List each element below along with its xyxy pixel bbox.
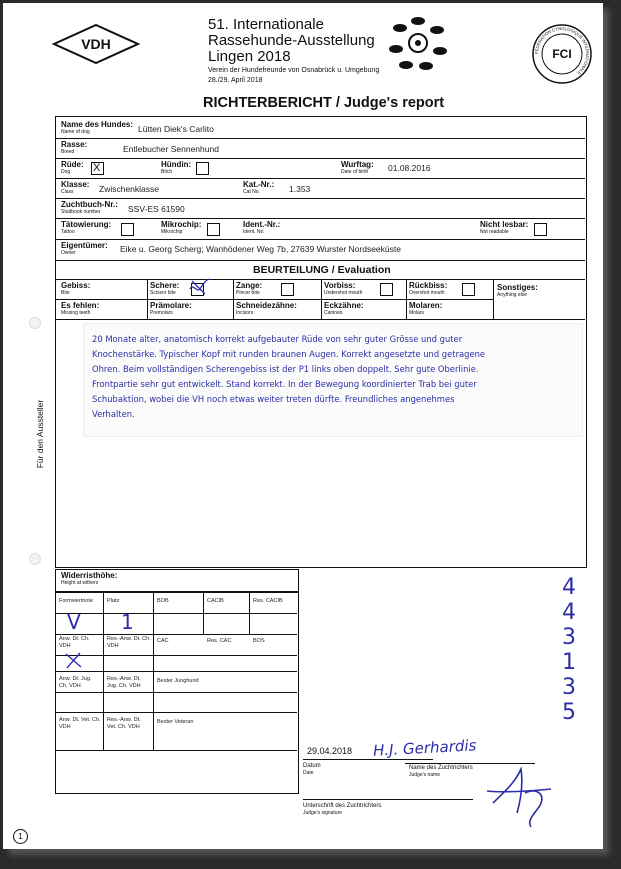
name-value: Lütten Diek's Carlito bbox=[138, 124, 214, 134]
missing-teeth-label: Es fehlen: Missing teeth bbox=[61, 301, 100, 316]
incisors-label: Schneidezähne: Incisors bbox=[236, 301, 297, 316]
cross-mark bbox=[63, 651, 85, 671]
place-value: 1 bbox=[121, 610, 134, 634]
male-checkbox[interactable]: X bbox=[91, 162, 104, 175]
grid-bos-label: BOS bbox=[253, 638, 265, 644]
overshot-label: Rückbiss: Overshot mouth bbox=[409, 281, 448, 296]
page-number: 1 bbox=[13, 829, 28, 844]
not-readable-label: Nicht lesbar: Not readable bbox=[480, 220, 529, 235]
catno-value: 1.353 bbox=[289, 184, 311, 194]
dog-rosette-icon bbox=[388, 13, 448, 73]
report-line-5: Schubaktion, wobei die VH noch etwas weiter treten dürfte. Freundliches angenehmes bbox=[92, 394, 455, 404]
grade-value: V bbox=[67, 610, 81, 634]
scissor-label: Schere: Scissor bite bbox=[150, 281, 180, 296]
height-label: Widerristhöhe: Height at withers bbox=[61, 571, 118, 586]
punch-hole bbox=[29, 317, 41, 329]
scissor-check-mark bbox=[187, 277, 211, 297]
grid-res-cac-label: Res. CAC bbox=[207, 638, 232, 644]
overshot-checkbox[interactable] bbox=[462, 283, 475, 296]
studbook-value: SSV-ES 61590 bbox=[128, 204, 185, 214]
judge-name-label: Name des Zuchtrichters Judge's name bbox=[409, 765, 473, 778]
breed-label: Rasse: Breed bbox=[61, 140, 88, 155]
tattoo-checkbox[interactable] bbox=[121, 223, 134, 236]
female-checkbox[interactable] bbox=[196, 162, 209, 175]
punch-hole bbox=[29, 553, 41, 565]
report-line-4: Frontpartie sehr gut entwickelt. Stand korrekt. In der Bewegung koordinierter Trab bei guter bbox=[92, 379, 477, 389]
grid-cac-label: CAC bbox=[157, 638, 169, 644]
date-label: Datum Date bbox=[303, 763, 321, 776]
undershot-checkbox[interactable] bbox=[380, 283, 393, 296]
owner-label: Eigentümer: Owner bbox=[61, 241, 108, 256]
grid-res-cacib-label: Res. CACIB bbox=[253, 598, 283, 604]
molars-label: Molaren: Molars bbox=[409, 301, 443, 316]
female-label: Hündin: Bitch bbox=[161, 160, 192, 175]
results-grid bbox=[55, 592, 299, 794]
owner-value: Eike u. Georg Scherg; Wanhödener Weg 7b, 27639 Wurster Nordseeküste bbox=[120, 244, 401, 254]
class-label: Klasse: Class bbox=[61, 180, 90, 195]
show-date: 28./29. April 2018 bbox=[208, 77, 263, 84]
grid-best-junior-label: Bester Junghund bbox=[157, 678, 199, 684]
margin-handwritten-number: 443135 bbox=[562, 575, 576, 725]
other-label: Sonstiges: Anything else bbox=[497, 283, 538, 298]
class-value: Zwischenklasse bbox=[99, 184, 159, 194]
report-line-6: Verhalten. bbox=[92, 409, 135, 419]
svg-text:FCI: FCI bbox=[552, 47, 572, 61]
fci-logo bbox=[531, 23, 593, 85]
vdh-logo bbox=[51, 22, 141, 66]
breed-value: Entlebucher Sennenhund bbox=[123, 144, 219, 154]
chip-checkbox[interactable] bbox=[207, 223, 220, 236]
not-readable-checkbox[interactable] bbox=[534, 223, 547, 236]
grid-place-label: Platz bbox=[107, 598, 120, 604]
organizer: Verein der Hundefreunde von Osnabrück u. Umgebung bbox=[208, 67, 380, 74]
grid-anw-ch-label: Anw. Dt. Ch. VDH bbox=[59, 636, 90, 649]
studbook-label: Zuchtbuch-Nr.: Studbook number bbox=[61, 200, 118, 215]
signature-label: Unterschrift des Zuchtrichters Judge's signature bbox=[303, 803, 382, 816]
ident-label: Ident.-Nr.: Ident. No. bbox=[243, 220, 281, 235]
pincer-label: Zange: Pincer bite bbox=[236, 281, 263, 296]
grid-res-anw-ch-label: Res.-Anw. Dt. Ch. VDH bbox=[107, 636, 151, 649]
whelped-value: 01.08.2016 bbox=[388, 163, 431, 173]
judging-date: 29.04.2018 bbox=[307, 746, 353, 756]
report-title: RICHTERBERICHT / Judge's report bbox=[203, 95, 445, 111]
judge-name-handwritten: H.J. Gerhardis bbox=[372, 736, 477, 760]
tattoo-label: Tätowierung: Tattoo bbox=[61, 220, 112, 235]
grid-res-anw-vet-label: Res.-Anw. Dt. Vet. Ch. VDH bbox=[107, 717, 141, 730]
grid-anw-jug-label: Anw. Dt. Jug. Ch. VDH bbox=[59, 676, 92, 689]
chip-label: Mikrochip: Mikrochip bbox=[161, 220, 202, 235]
pincer-checkbox[interactable] bbox=[281, 283, 294, 296]
report-line-2: Knochenstärke. Typischer Kopf mit runden braunen Augen. Korrekt angesetzte und getragene bbox=[92, 349, 486, 359]
male-label: Rüde: Dog bbox=[61, 160, 84, 175]
svg-text:VDH: VDH bbox=[81, 36, 111, 52]
report-line-3: Ohren. Beim vollständigen Scherengebiss ist der P1 links oben doppelt. Sehr gute Oberlinie. bbox=[92, 364, 479, 374]
judge-signature bbox=[481, 763, 561, 833]
canines-label: Eckzähne: Canines bbox=[324, 301, 364, 316]
side-label: Für den Aussteller bbox=[35, 399, 45, 469]
report-text-block bbox=[83, 323, 583, 437]
show-title-line2: Rassehunde-Ausstellung bbox=[208, 32, 375, 49]
bite-label: Gebiss: Bite bbox=[61, 281, 91, 296]
premolars-label: Prämolare: Premolars bbox=[150, 301, 192, 316]
catno-label: Kat.-Nr.: Cat No. bbox=[243, 180, 275, 195]
show-title-line3: Lingen 2018 bbox=[208, 48, 291, 65]
svg-text:FÉDÉRATION CYNOLOGIQUE INTERNA: FÉDÉRATION CYNOLOGIQUE INTERNATIONALE bbox=[533, 25, 591, 76]
name-label: Name des Hundes: Name of dog bbox=[61, 120, 134, 135]
judges-report-page bbox=[3, 3, 603, 849]
grid-grade-label: Formwertnote bbox=[59, 598, 93, 604]
grid-best-veteran-label: Bester Veteran bbox=[157, 719, 194, 725]
grid-anw-vet-label: Anw. Dt. Vet. Ch. VDH bbox=[59, 717, 101, 730]
whelped-label: Wurftag: Date of birth bbox=[341, 160, 374, 175]
evaluation-title: BEURTEILUNG / Evaluation bbox=[253, 264, 391, 276]
undershot-label: Vorbiss: Undershot mouth bbox=[324, 281, 363, 296]
grid-bob-label: BOB bbox=[157, 598, 169, 604]
report-line-1: 20 Monate alter, anatomisch korrekt aufgebauter Rüde von sehr guter Grösse und guter bbox=[92, 334, 463, 344]
grid-cacib-label: CACIB bbox=[207, 598, 224, 604]
show-title-line1: 51. Internationale bbox=[208, 16, 324, 33]
grid-res-anw-jug-label: Res.-Anw. Dt. Jug. Ch. VDH bbox=[107, 676, 141, 689]
